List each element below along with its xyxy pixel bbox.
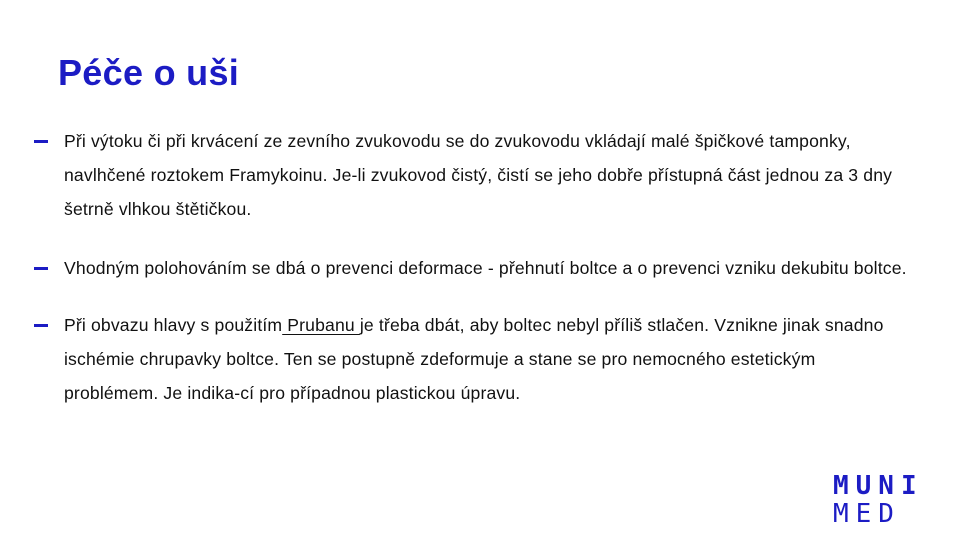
bullet-text-3-end: je třeba dbát, aby boltec nebyl příliš stlačen. Vznikne jinak snadno ischémie chrupavky boltce. Ten se postupně zdeformuje a stane se pro nemocného estetickým problémem. Je indika-cí pro případnou plastickou úpravu. <box>64 315 884 403</box>
underlined-term: Prubanu <box>282 315 360 335</box>
bullet-text-3-start: Při obvazu hlavy s použitím <box>64 315 283 335</box>
bullet-marker <box>34 267 48 270</box>
bullet-item-2 <box>34 251 914 285</box>
bullet-item-1 <box>34 124 914 226</box>
bullet-text-1: Při výtoku či při krvácení ze zevního zvukovodu se do zvukovodu vkládají malé špičkové tamponky, navlhčené roztokem Framykoinu. Je-li zvukovod čistý, čistí se jeho dobře přístupná část jednou za 3 dny šetrně vlhkou štětičkou. <box>64 131 893 219</box>
bullet-list <box>34 124 914 410</box>
logo-line-med: MED <box>833 499 901 529</box>
bullet-text-2: Vhodným polohováním se dbá o prevenci deformace - přehnutí boltce a o prevenci vzniku dekubitu boltce. <box>64 258 907 278</box>
bullet-marker <box>34 140 48 143</box>
slide-title: Péče o uši <box>58 52 240 93</box>
bullet-item-3 <box>34 308 914 410</box>
logo-line-muni: MUNI <box>833 471 924 501</box>
bullet-marker <box>34 324 48 327</box>
bullet-text-3 <box>64 308 914 410</box>
muni-med-logo <box>833 472 924 528</box>
